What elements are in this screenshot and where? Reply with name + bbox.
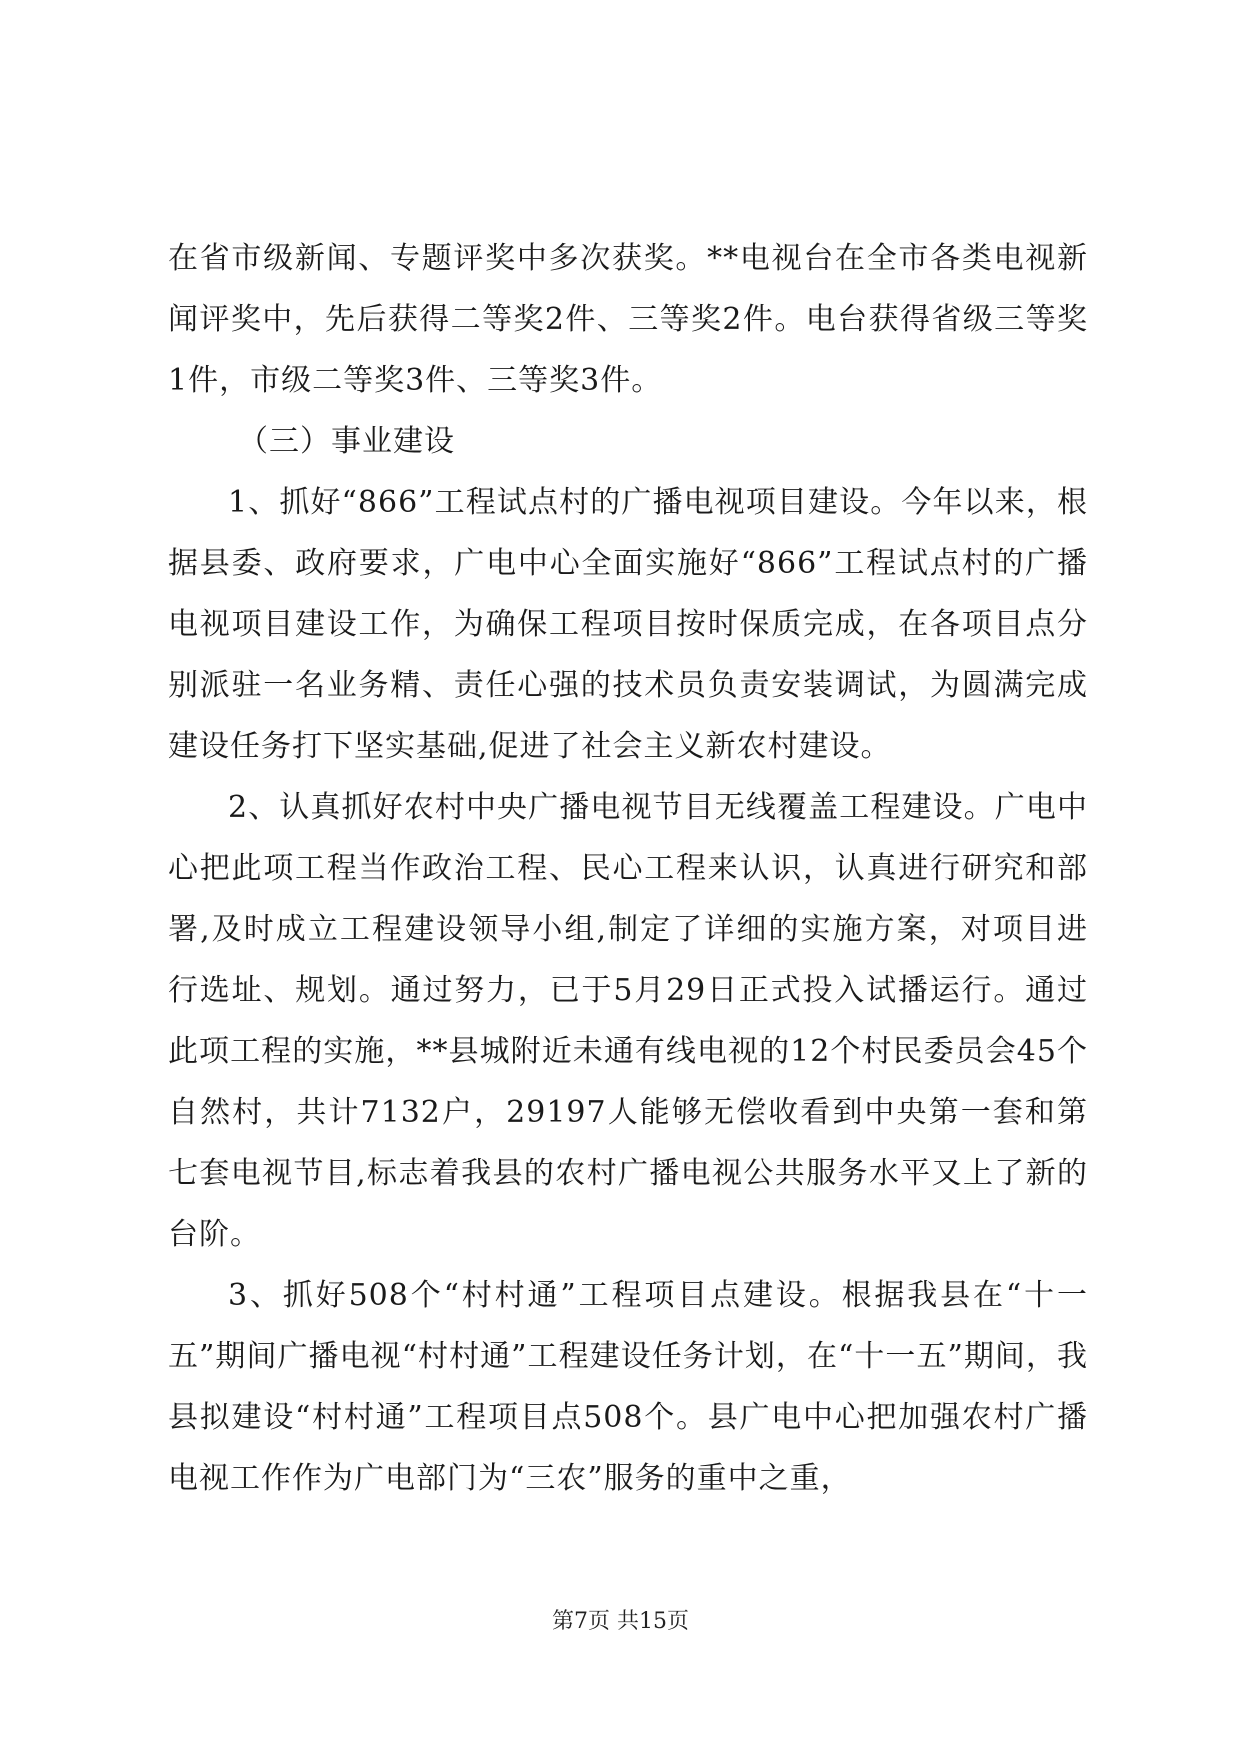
section-heading-career-construction: （三）事业建设	[238, 424, 455, 459]
document-body	[168, 228, 1088, 1509]
page-number-footer: 第7页 共15页	[552, 1609, 689, 1634]
paragraph-wireless-coverage: 2、认真抓好农村中央广播电视节目无线覆盖工程建设。广电中心把此项工程当作政治工程、民心工程来认识，认真进行研究和部署,及时成立工程建设领导小组,制定了详细的实施方案，对项目进行选址、规划。通过努力，已于5月29日正式投入试播运行。通过此项工程的实施，**县城附近未通有线电视的12个村民委员会45个自然村，共计7132户，29197人能够无偿收看到中央第一套和第七套电视节目,标志着我县的农村广播电视公共服务水平又上了新的台阶。	[168, 790, 1088, 1252]
paragraph-866-project: 1、抓好“866”工程试点村的广播电视项目建设。今年以来，根据县委、政府要求，广电中心全面实施好“866”工程试点村的广播电视项目建设工作，为确保工程项目按时保质完成，在各项目点分别派驻一名业务精、责任心强的技术员负责安装调试，为圆满完成建设任务打下坚实基础,促进了社会主义新农村建设。	[168, 485, 1088, 764]
paragraph-awards-continued: 在省市级新闻、专题评奖中多次获奖。**电视台在全市各类电视新闻评奖中，先后获得二等奖2件、三等奖2件。电台获得省级三等奖1件，市级二等奖3件、三等奖3件。	[168, 241, 1088, 398]
paragraph-village-access-project: 3、抓好508个“村村通”工程项目点建设。根据我县在“十一五”期间广播电视“村村通”工程建设任务计划，在“十一五”期间，我县拟建设“村村通”工程项目点508个。县广电中心把加强农村广播电视工作作为广电部门为“三农”服务的重中之重，	[168, 1278, 1088, 1496]
